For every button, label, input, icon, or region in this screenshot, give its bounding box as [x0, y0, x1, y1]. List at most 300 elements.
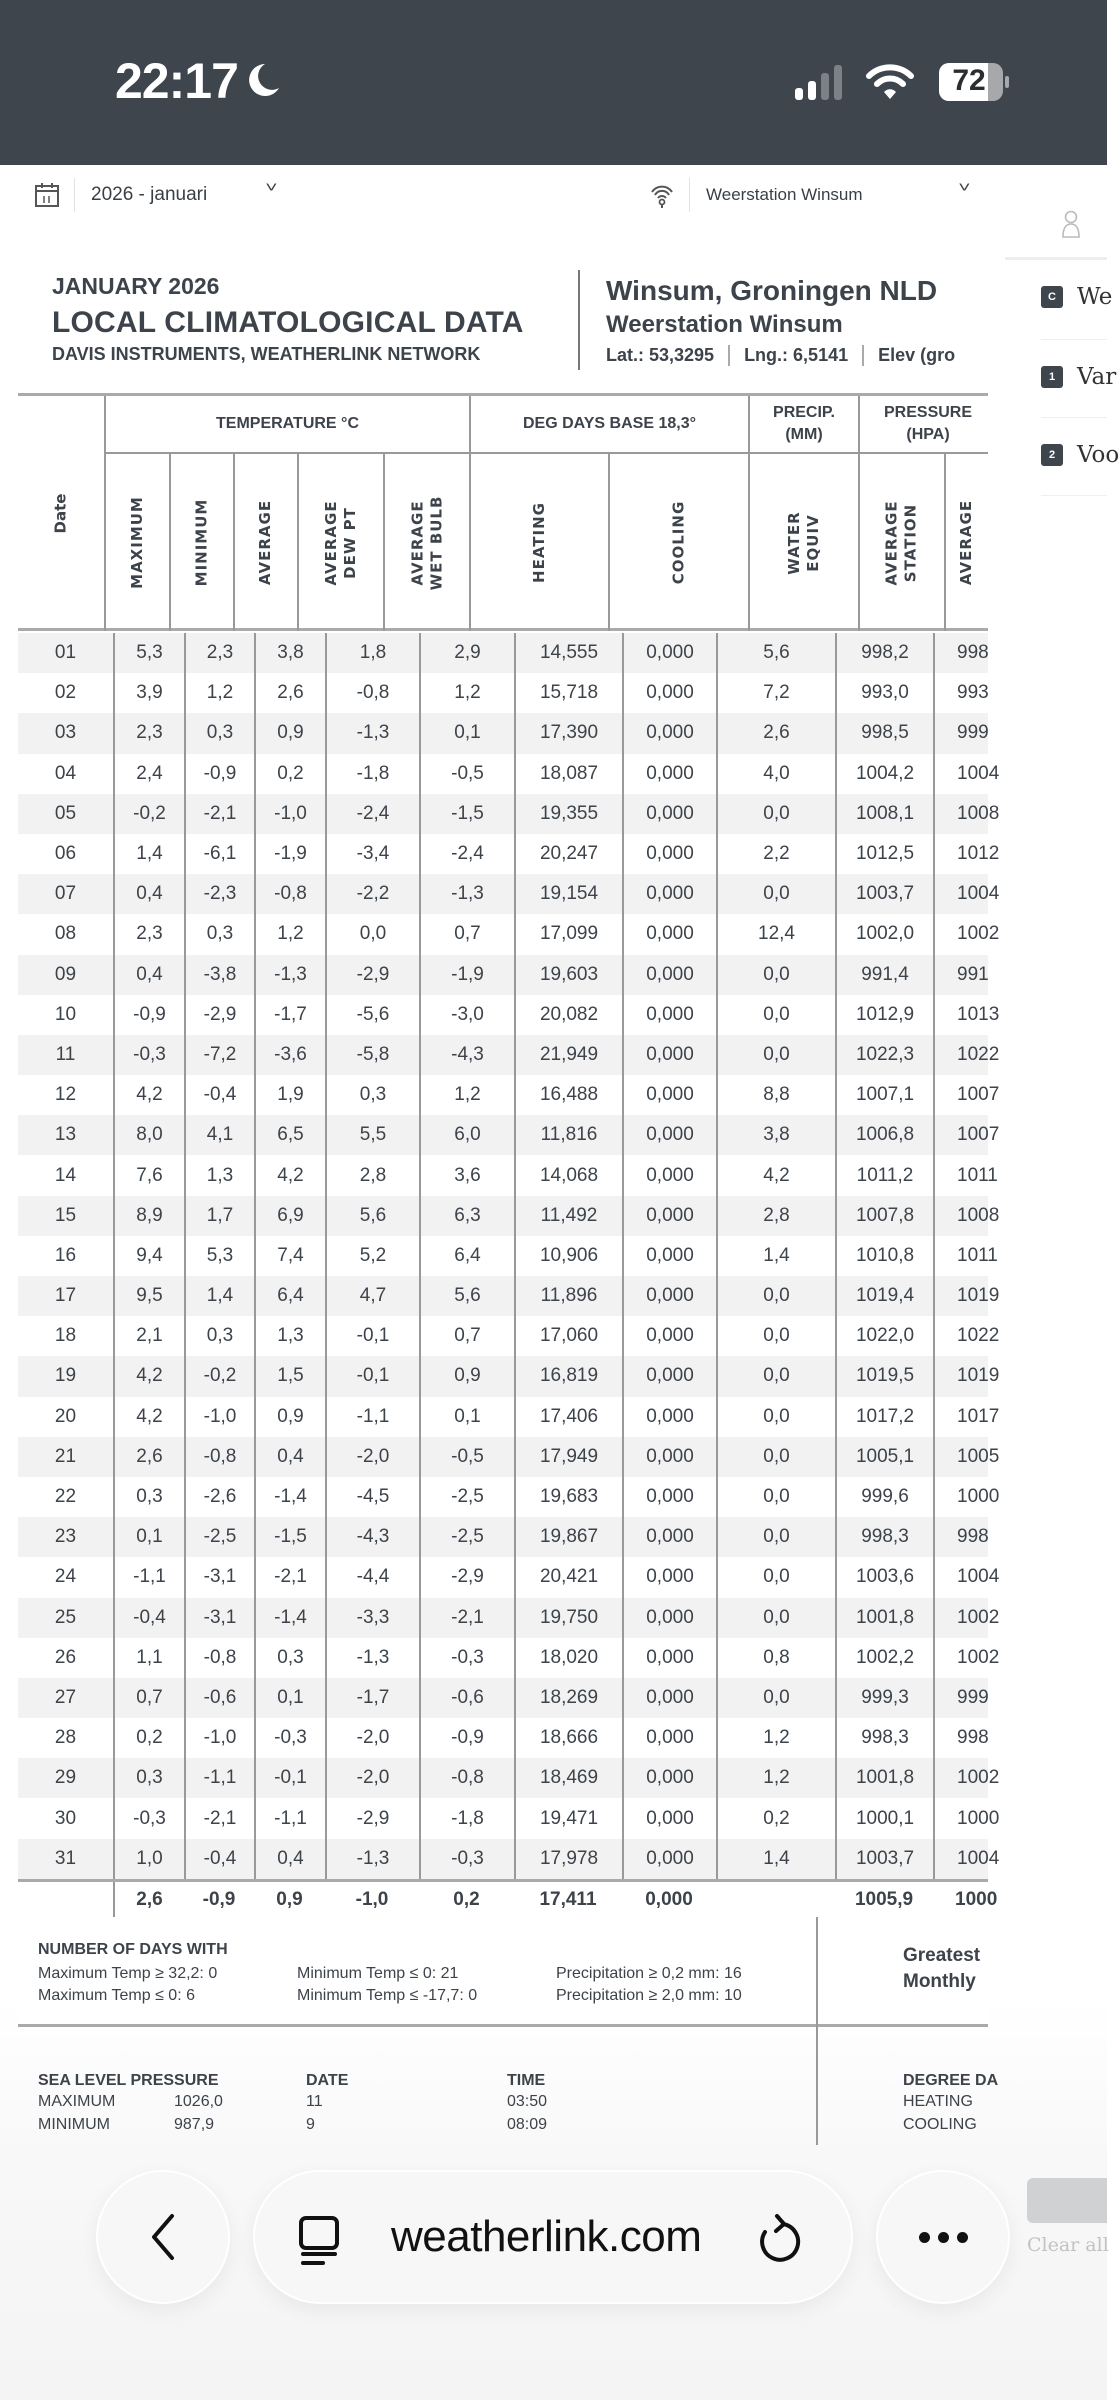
cell-heating-deg-days: 18,020 [514, 1638, 622, 1678]
cell-max-temp: 4,2 [113, 1356, 184, 1396]
cell-cooling-deg-days: 0,000 [622, 633, 716, 673]
cell-heating-deg-days: 11,816 [514, 1115, 622, 1155]
cell-min-temp: -0,2 [184, 1356, 254, 1396]
cell-avg-dew-point: -1,3 [325, 713, 419, 753]
cell-avg-wet-bulb: -0,5 [419, 754, 514, 794]
col-average-station: AVERAGE STATION [858, 454, 944, 631]
cell-max-temp: 0,3 [113, 1758, 184, 1798]
cell-avg-temp: 0,9 [254, 1397, 325, 1437]
user-icon[interactable] [1060, 209, 1082, 239]
slp-min-label: MINIMUM [38, 2116, 110, 2133]
table-row [18, 1276, 1000, 1316]
cell-date: 08 [54, 923, 77, 945]
cell-avg-sea-level-pressure: 1000 [933, 1477, 988, 1517]
cell-avg-station-pressure: 1011,2 [835, 1155, 933, 1195]
cell-heating-deg-days: 14,555 [514, 633, 622, 673]
stat-precip-ge-20: Precipitation ≥ 2,0 mm: 10 [556, 1987, 742, 2004]
cell-precip-water-equiv: 0,0 [716, 794, 835, 834]
cell-precip-water-equiv: 0,8 [716, 1638, 835, 1678]
cell-avg-station-pressure: 1022,3 [835, 1035, 933, 1075]
cell-date: 02 [54, 682, 77, 704]
cell-min-temp: -7,2 [184, 1035, 254, 1075]
cell-cooling-deg-days: 0,000 [622, 713, 716, 753]
cell-avg-dew-point: -3,4 [325, 834, 419, 874]
cell-avg-sea-level-pressure: 1013 [933, 995, 988, 1035]
panel-item-label: Voo [1077, 442, 1119, 468]
cell-heating-deg-days: 19,750 [514, 1598, 622, 1638]
report-header-left [52, 273, 524, 365]
chevron-down-icon: ˅ [958, 179, 971, 196]
cell-avg-temp: 1,9 [254, 1075, 325, 1115]
cell-avg-dew-point: -1,8 [325, 754, 419, 794]
cell-max-temp: 0,4 [113, 874, 184, 914]
slp-time-heading: TIME [507, 2072, 546, 2089]
cell-avg-station-pressure: 1022,0 [835, 1316, 933, 1356]
cell-avg-sea-level-pressure: 998 [933, 1718, 988, 1758]
table-row [18, 1035, 1000, 1075]
cell-cooling-deg-days: 0,000 [622, 874, 716, 914]
col-water-equiv: WATER EQUIV [748, 454, 858, 631]
calendar-icon [30, 179, 64, 211]
cell-heating-deg-days: 21,949 [514, 1035, 622, 1075]
cell-avg-wet-bulb: 0,1 [419, 1397, 514, 1437]
cell-precip-water-equiv: 0,0 [716, 1477, 835, 1517]
cell-avg-wet-bulb: -2,9 [419, 1557, 514, 1597]
stat-precip-ge-02: Precipitation ≥ 0,2 mm: 16 [556, 1965, 742, 1982]
cell-max-temp: 8,0 [113, 1115, 184, 1155]
cell-cooling-deg-days: 0,000 [622, 754, 716, 794]
latitude: Lat.: 53,3295 [606, 345, 715, 365]
cell-date: 13 [54, 1124, 77, 1146]
cell-heating-deg-days: 18,469 [514, 1758, 622, 1798]
cell-date: 10 [54, 1003, 77, 1025]
cell-avg-sea-level-pressure: 1007 [933, 1115, 988, 1155]
cell-avg-temp: 7,4 [254, 1236, 325, 1276]
cell-min-temp: 1,3 [184, 1155, 254, 1195]
climatological-report [0, 225, 1000, 2160]
slp-max-label: MAXIMUM [38, 2093, 116, 2110]
cell-avg-wet-bulb: -0,9 [419, 1718, 514, 1758]
cell-avg-dew-point: -1,3 [325, 1638, 419, 1678]
cell-avg-wet-bulb: -3,0 [419, 995, 514, 1035]
cell-max-temp: 7,6 [113, 1155, 184, 1195]
cell-date: 22 [54, 1486, 77, 1508]
cell-date: 09 [54, 963, 77, 985]
table-row [18, 1758, 1000, 1798]
cell-min-temp: -0,8 [184, 1638, 254, 1678]
table-row [18, 713, 988, 753]
cell-precip-water-equiv: 5,6 [716, 633, 835, 673]
cell-avg-station-pressure: 1012,9 [835, 995, 933, 1035]
tab-overview-icon [297, 2216, 341, 2266]
address-bar[interactable] [253, 2170, 853, 2304]
cell-date: 31 [54, 1847, 77, 1869]
cell-heating-deg-days: 19,355 [514, 794, 622, 834]
cell-avg-wet-bulb: -2,5 [419, 1477, 514, 1517]
cell-date: 06 [54, 843, 77, 865]
station-selector[interactable] [645, 175, 971, 215]
panel-item[interactable] [1041, 357, 1116, 397]
cell-avg-sea-level-pressure: 1002 [933, 914, 988, 954]
cell-avg-station-pressure: 1006,8 [835, 1115, 933, 1155]
cell-avg-temp: 1,3 [254, 1316, 325, 1356]
cell-avg-temp: -1,0 [254, 794, 325, 834]
col-average: AVERAGE [233, 454, 297, 631]
panel-divider [1041, 495, 1107, 496]
cell-avg-wet-bulb: -0,5 [419, 1437, 514, 1477]
cell-avg-dew-point: -2,0 [325, 1437, 419, 1477]
cell-avg-temp: 0,4 [254, 1437, 325, 1477]
cell-date: 27 [54, 1686, 77, 1708]
cell-avg-wet-bulb: -1,5 [419, 794, 514, 834]
cell-date: 25 [54, 1606, 77, 1628]
group-precipitation: PRECIP. (MM) [748, 396, 858, 454]
panel-item-badge: 1 [1041, 366, 1063, 388]
cell-avg-dew-point: -2,4 [325, 794, 419, 834]
cell-max-temp: 3,9 [113, 673, 184, 713]
table-row [18, 1517, 988, 1557]
cell-max-temp: 2,6 [113, 1437, 184, 1477]
total-date [18, 1882, 113, 1918]
cell-avg-dew-point: -2,0 [325, 1718, 419, 1758]
cell-cooling-deg-days: 0,000 [622, 1477, 716, 1517]
cell-precip-water-equiv: 0,0 [716, 1517, 835, 1557]
panel-item-badge: 2 [1041, 444, 1063, 466]
cell-cooling-deg-days: 0,000 [622, 1115, 716, 1155]
cell-avg-station-pressure: 1003,7 [835, 874, 933, 914]
report-selector-bar [0, 165, 1000, 225]
col-heating: HEATING [469, 454, 608, 631]
cell-avg-sea-level-pressure: 999 [933, 1678, 988, 1718]
panel-divider [1041, 417, 1107, 418]
panel-button[interactable] [1027, 2178, 1107, 2223]
panel-item[interactable] [1041, 277, 1112, 317]
cell-avg-temp: 0,2 [254, 754, 325, 794]
cell-cooling-deg-days: 0,000 [622, 834, 716, 874]
cell-precip-water-equiv: 1,4 [716, 1839, 835, 1879]
table-row [18, 1839, 1000, 1879]
cell-avg-wet-bulb: 3,6 [419, 1155, 514, 1195]
cell-date: 12 [54, 1084, 77, 1106]
cell-cooling-deg-days: 0,000 [622, 1075, 716, 1115]
cell-max-temp: 0,2 [113, 1718, 184, 1758]
cell-cooling-deg-days: 0,000 [622, 1316, 716, 1356]
table-row [18, 1075, 1000, 1115]
cell-avg-dew-point: -3,3 [325, 1598, 419, 1638]
cell-heating-deg-days: 20,247 [514, 834, 622, 874]
cell-avg-wet-bulb: -2,1 [419, 1598, 514, 1638]
cell-date: 18 [54, 1325, 77, 1347]
total-cooling-deg-days: 0,000 [645, 1888, 693, 1910]
cell-date: 14 [54, 1164, 77, 1186]
cell-max-temp: 0,1 [113, 1517, 184, 1557]
cell-max-temp: 9,4 [113, 1236, 184, 1276]
cell-heating-deg-days: 20,421 [514, 1557, 622, 1597]
cell-precip-water-equiv: 1,4 [716, 1236, 835, 1276]
total-avg-wet-bulb: 0,2 [453, 1888, 480, 1910]
cell-min-temp: -1,1 [184, 1758, 254, 1798]
cell-heating-deg-days: 17,406 [514, 1397, 622, 1437]
slp-date-heading: DATE [306, 2072, 349, 2089]
cell-avg-station-pressure: 991,4 [835, 955, 933, 995]
cell-max-temp: -0,4 [113, 1598, 184, 1638]
table-row [18, 633, 988, 673]
cell-cooling-deg-days: 0,000 [622, 914, 716, 954]
total-avg-temp: 0,9 [276, 1888, 303, 1910]
cell-avg-station-pressure: 999,3 [835, 1678, 933, 1718]
cell-avg-sea-level-pressure: 1004 [933, 1557, 988, 1597]
cell-precip-water-equiv: 0,0 [716, 1316, 835, 1356]
cell-avg-wet-bulb: -1,9 [419, 955, 514, 995]
cell-min-temp: -2,1 [184, 794, 254, 834]
total-avg-station-pressure: 1005,9 [854, 1888, 914, 1910]
cell-avg-dew-point: -1,3 [325, 1839, 419, 1879]
cell-cooling-deg-days: 0,000 [622, 1598, 716, 1638]
chevron-down-icon: ˅ [265, 179, 278, 196]
col-average-dew-point: AVERAGE DEW PT [297, 454, 383, 631]
cell-precip-water-equiv: 4,2 [716, 1155, 835, 1195]
cell-avg-temp: -2,1 [254, 1557, 325, 1597]
cell-avg-wet-bulb: -1,3 [419, 874, 514, 914]
cell-avg-temp: -1,1 [254, 1798, 325, 1838]
cell-cooling-deg-days: 0,000 [622, 1839, 716, 1879]
table-row [18, 1437, 1000, 1477]
cell-avg-sea-level-pressure: 1002 [933, 1638, 988, 1678]
report-month: JANUARY 2026 [52, 273, 220, 299]
cell-cooling-deg-days: 0,000 [622, 673, 716, 713]
table-row [18, 1115, 1000, 1155]
cell-cooling-deg-days: 0,000 [622, 1155, 716, 1195]
cell-heating-deg-days: 16,819 [514, 1356, 622, 1396]
back-button[interactable] [96, 2170, 230, 2304]
group-pressure: PRESSURE (HPA) [858, 396, 988, 454]
cell-cooling-deg-days: 0,000 [622, 1798, 716, 1838]
cell-avg-dew-point: -0,1 [325, 1356, 419, 1396]
slp-max-value: 1026,0 [174, 2093, 223, 2110]
stat-max-le-0: Maximum Temp ≤ 0: 6 [38, 1987, 195, 2004]
cell-max-temp: -0,9 [113, 995, 184, 1035]
total-precip-water-equiv [716, 1882, 835, 1918]
table-row [18, 1718, 988, 1758]
cell-avg-dew-point: -4,3 [325, 1517, 419, 1557]
cell-avg-sea-level-pressure: 1000 [933, 1798, 988, 1838]
cell-heating-deg-days: 19,683 [514, 1477, 622, 1517]
cell-avg-station-pressure: 1001,8 [835, 1758, 933, 1798]
group-degree-days: DEG DAYS BASE 18,3° [469, 396, 748, 454]
cell-min-temp: -2,5 [184, 1517, 254, 1557]
cell-avg-dew-point: -2,9 [325, 955, 419, 995]
cell-heating-deg-days: 19,471 [514, 1798, 622, 1838]
cell-avg-dew-point: -4,4 [325, 1557, 419, 1597]
cell-min-temp: -6,1 [184, 834, 254, 874]
cell-cooling-deg-days: 0,000 [622, 1356, 716, 1396]
cell-min-temp: 5,3 [184, 1236, 254, 1276]
clear-all-button[interactable]: Clear all [1027, 2234, 1109, 2256]
cell-min-temp: -0,9 [184, 754, 254, 794]
cell-min-temp: -0,4 [184, 1839, 254, 1879]
report-station: Weerstation Winsum [606, 311, 843, 338]
table-row [18, 914, 1000, 954]
cell-avg-dew-point: 0,3 [325, 1075, 419, 1115]
col-cooling: COOLING [608, 454, 748, 631]
cell-precip-water-equiv: 0,0 [716, 1397, 835, 1437]
cell-date: 29 [54, 1767, 77, 1789]
cell-avg-station-pressure: 1012,5 [835, 834, 933, 874]
table-body [18, 633, 1000, 1921]
cell-max-temp: 2,1 [113, 1316, 184, 1356]
cell-max-temp: 2,4 [113, 754, 184, 794]
table-row [18, 874, 1000, 914]
cell-max-temp: 1,1 [113, 1638, 184, 1678]
cell-heating-deg-days: 11,896 [514, 1276, 622, 1316]
cell-avg-temp: 0,9 [254, 713, 325, 753]
days-with-min-col [297, 1963, 477, 2007]
cell-date: 19 [54, 1365, 77, 1387]
stat-min-le-0: Minimum Temp ≤ 0: 21 [297, 1965, 459, 1982]
cell-avg-sea-level-pressure: 993 [933, 673, 988, 713]
cell-avg-sea-level-pressure: 1019 [933, 1356, 988, 1396]
cell-avg-dew-point: 5,2 [325, 1236, 419, 1276]
cell-avg-temp: 0,1 [254, 1678, 325, 1718]
cell-heating-deg-days: 17,060 [514, 1316, 622, 1356]
total-avg-sea-level-pressure: 1000 [955, 1888, 998, 1910]
cell-avg-station-pressure: 1007,8 [835, 1196, 933, 1236]
days-with-max-col [38, 1963, 217, 2007]
total-min-temp: -0,9 [202, 1888, 236, 1910]
cell-cooling-deg-days: 0,000 [622, 1718, 716, 1758]
cell-avg-temp: 1,5 [254, 1356, 325, 1396]
month-selector[interactable] [30, 175, 278, 215]
report-location: Winsum, Groningen NLD [606, 275, 938, 306]
cell-avg-sea-level-pressure: 1004 [933, 754, 988, 794]
cell-max-temp: 5,3 [113, 633, 184, 673]
table-row [18, 1196, 1000, 1236]
cell-cooling-deg-days: 0,000 [622, 955, 716, 995]
more-button[interactable] [876, 2170, 1010, 2304]
cell-avg-temp: 0,4 [254, 1839, 325, 1879]
cell-avg-sea-level-pressure: 999 [933, 713, 988, 753]
cell-avg-station-pressure: 1007,1 [835, 1075, 933, 1115]
cell-min-temp: 4,1 [184, 1115, 254, 1155]
cell-avg-temp: -1,4 [254, 1477, 325, 1517]
month-selector-value: 2026 - januari [91, 184, 208, 205]
cell-avg-wet-bulb: -1,8 [419, 1798, 514, 1838]
days-with-precip-col [556, 1963, 742, 2007]
more-icon [919, 2232, 968, 2243]
cell-precip-water-equiv: 4,0 [716, 754, 835, 794]
cell-avg-sea-level-pressure: 1011 [933, 1236, 988, 1276]
sea-level-pressure-section [18, 2030, 999, 2150]
cell-cooling-deg-days: 0,000 [622, 1517, 716, 1557]
cell-min-temp: -1,0 [184, 1718, 254, 1758]
cell-avg-temp: 6,5 [254, 1115, 325, 1155]
cell-avg-dew-point: -4,5 [325, 1477, 419, 1517]
cell-max-temp: 4,2 [113, 1075, 184, 1115]
cell-heating-deg-days: 15,718 [514, 673, 622, 713]
cell-cooling-deg-days: 0,000 [622, 1437, 716, 1477]
report-subtitle: DAVIS INSTRUMENTS, WEATHERLINK NETWORK [52, 344, 481, 364]
cell-avg-dew-point: 1,8 [325, 633, 419, 673]
chevron-left-icon [148, 2212, 178, 2262]
cell-avg-dew-point: 2,8 [325, 1155, 419, 1195]
days-with-section [18, 1917, 988, 2027]
table-row [18, 1155, 998, 1195]
cell-date: 17 [54, 1285, 77, 1307]
cell-avg-wet-bulb: 1,2 [419, 1075, 514, 1115]
cell-heating-deg-days: 19,867 [514, 1517, 622, 1557]
cell-min-temp: 0,3 [184, 713, 254, 753]
cell-avg-sea-level-pressure: 1011 [933, 1155, 988, 1195]
cell-avg-wet-bulb: 5,6 [419, 1276, 514, 1316]
cell-avg-temp: -1,7 [254, 995, 325, 1035]
cell-avg-dew-point: -2,2 [325, 874, 419, 914]
cell-min-temp: -0,6 [184, 1678, 254, 1718]
cell-heating-deg-days: 20,082 [514, 995, 622, 1035]
cell-min-temp: -3,1 [184, 1598, 254, 1638]
cell-avg-dew-point: -5,6 [325, 995, 419, 1035]
table-row [18, 1397, 1000, 1437]
cell-heating-deg-days: 19,154 [514, 874, 622, 914]
col-minimum: MINIMUM [169, 454, 233, 631]
cell-avg-wet-bulb: -0,8 [419, 1758, 514, 1798]
cell-max-temp: 4,2 [113, 1397, 184, 1437]
cell-precip-water-equiv: 0,0 [716, 1356, 835, 1396]
slp-heading: SEA LEVEL PRESSURE [38, 2072, 219, 2089]
reload-icon[interactable] [753, 2214, 803, 2266]
cell-date: 07 [54, 883, 77, 905]
elevation: Elev (gro [862, 345, 969, 366]
group-temperature: TEMPERATURE °C [104, 396, 469, 454]
cell-precip-water-equiv: 0,0 [716, 874, 835, 914]
cell-max-temp: 1,0 [113, 1839, 184, 1879]
cell-avg-station-pressure: 1003,7 [835, 1839, 933, 1879]
cell-avg-station-pressure: 998,3 [835, 1718, 933, 1758]
report-title: LOCAL CLIMATOLOGICAL DATA [52, 306, 524, 339]
report-header-right [606, 275, 969, 366]
cell-cooling-deg-days: 0,000 [622, 1276, 716, 1316]
col-average-sea-level: AVERAGE [944, 454, 988, 631]
cell-avg-temp: -0,8 [254, 874, 325, 914]
degree-days-cooling: COOLING [903, 2116, 977, 2133]
cell-max-temp: -0,3 [113, 1798, 184, 1838]
cell-avg-temp: -0,1 [254, 1758, 325, 1798]
cell-precip-water-equiv: 3,8 [716, 1115, 835, 1155]
cell-avg-station-pressure: 1001,8 [835, 1598, 933, 1638]
cell-avg-temp: -1,3 [254, 955, 325, 995]
stat-min-le-177: Minimum Temp ≤ -17,7: 0 [297, 1987, 478, 2004]
cell-min-temp: -3,8 [184, 955, 254, 995]
cell-min-temp: -2,1 [184, 1798, 254, 1838]
cell-precip-water-equiv: 1,2 [716, 1718, 835, 1758]
cell-avg-temp: 2,6 [254, 673, 325, 713]
cell-min-temp: 0,3 [184, 914, 254, 954]
cell-avg-wet-bulb: 0,7 [419, 1316, 514, 1356]
table-row [18, 1678, 988, 1718]
cell-avg-dew-point: 0,0 [325, 914, 419, 954]
cell-precip-water-equiv: 0,0 [716, 1276, 835, 1316]
panel-item[interactable] [1041, 435, 1119, 475]
total-max-temp: 2,6 [113, 1882, 184, 1918]
cell-date: 03 [54, 722, 77, 744]
cell-avg-wet-bulb: 6,3 [419, 1196, 514, 1236]
cell-precip-water-equiv: 2,8 [716, 1196, 835, 1236]
cell-precip-water-equiv: 0,0 [716, 1678, 835, 1718]
cell-date: 24 [54, 1566, 77, 1588]
cell-avg-sea-level-pressure: 991 [933, 955, 988, 995]
table-row [18, 955, 988, 995]
cell-max-temp: 9,5 [113, 1276, 184, 1316]
cell-precip-water-equiv: 2,2 [716, 834, 835, 874]
